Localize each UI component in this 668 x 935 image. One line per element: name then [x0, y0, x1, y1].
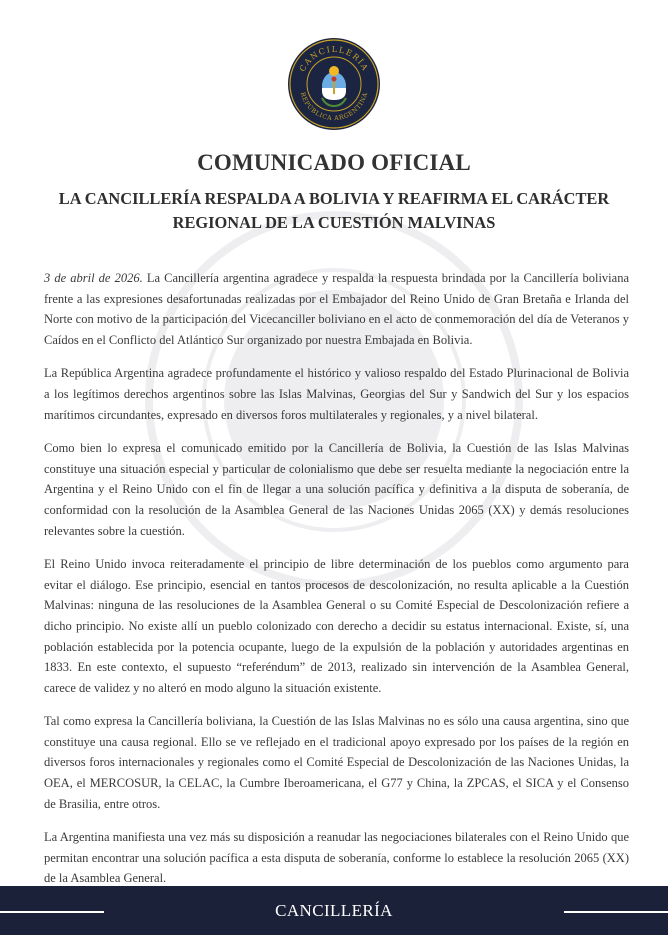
paragraph-2: La República Argentina agradece profundamente el histórico y valioso respaldo del Estado Plurinacional de Bolivia a los legítimos derechos argentinos sobre las Islas Malvinas, Georgias del Sur y Sandwich del Sur y los espacios marítimos circundantes, expresado en diversos foros multilaterales y regionales, y a nivel bilateral. [44, 366, 629, 422]
page-subtitle [40, 187, 628, 235]
communique-body [44, 268, 629, 902]
paragraph-4: El Reino Unido invoca reiteradamente el principio de libre determinación de los pueblos como argumento para evitar el diálogo. Ese principio, esencial en tantos procesos de descolonización, no resulta aplicable a la Cuestión Malvinas: ninguna de las resoluciones de la Asamblea General o su Comité Especial de Descolonización refiere a dicho principio. No existe allí un pueblo colonizado con derecho a decidir su estatus internacional. Existe, sí, una población establecida por la potencia ocupante, luego de la expulsión de la población y autoridades argentinas en 1833. En este contexto, el supuesto “referéndum” de 2013, realizado sin intervención de la Asamblea General, carece de validez y no alteró en modo alguno la situación existente. [44, 557, 629, 695]
seal-emblem-icon [286, 36, 382, 132]
page-title: COMUNICADO OFICIAL [197, 150, 471, 175]
paragraph-1 [44, 268, 629, 350]
footer-label: CANCILLERÍA [275, 901, 393, 920]
footer-bar [0, 886, 668, 935]
subtitle-line-1: LA CANCILLERÍA RESPALDA A BOLIVIA Y REAFIRMA EL CARÁCTER [58, 189, 610, 208]
date: 3 de abril de 2026. [44, 271, 143, 285]
seal-bottom-text: REPÚBLICA ARGENTINA [298, 91, 370, 123]
paragraph-3: Como bien lo expresa el comunicado emitido por la Cancillería de Bolivia, la Cuestión de las Islas Malvinas constituye una situación especial y particular de colonialismo que debe ser resuelta mediante la negociación entre la Argentina y el Reino Unido con el fin de llegar a una solución pacífica y definitiva a la disputa de soberanía, de conformidad con la resolución de la Asamblea General de las Naciones Unidas 2065 (XX) y demás resoluciones relevantes sobre la cuestión. [44, 441, 629, 538]
paragraph-1-text: La Cancillería argentina agradece y respalda la respuesta brindada por la Cancillería boliviana frente a las expresiones desafortunadas realizadas por el Embajador del Reino Unido de Gran Bretaña e Irlanda del Norte con motivo de la participación del Vicecanciller boliviano en el acto de conmemoración del día de Veteranos y Caídos en el Conflicto del Atlántico Sur organizado por nuestra Embajada en Bolivia. [44, 271, 629, 347]
subtitle-line-2: REGIONAL DE LA CUESTIÓN MALVINAS [172, 213, 496, 232]
cancilleria-seal [286, 36, 382, 132]
paragraph-5: Tal como expresa la Cancillería boliviana, la Cuestión de las Islas Malvinas no es sólo una causa argentina, sino que constituye una causa regional. Ello se ve reflejado en el tradicional apoyo expresado por los países de la región en diversos foros internacionales y regionales como el Comité Especial de Descolonización de las Naciones Unidas, la OEA, el MERCOSUR, la CELAC, la Cumbre Iberoamericana, el G77 y China, la ZPCAS, el SICA y el Consenso de Brasilia, entre otros. [44, 714, 629, 811]
footer-divider-right [564, 911, 668, 913]
paragraph-6: La Argentina manifiesta una vez más su disposición a reanudar las negociaciones bilaterales con el Reino Unido que permitan encontrar una solución pacífica a esta disputa de soberanía, conforme lo establece la resolución 2065 (XX) de la Asamblea General. [44, 830, 629, 886]
seal-top-text: CANCILLERÍA [297, 44, 371, 74]
